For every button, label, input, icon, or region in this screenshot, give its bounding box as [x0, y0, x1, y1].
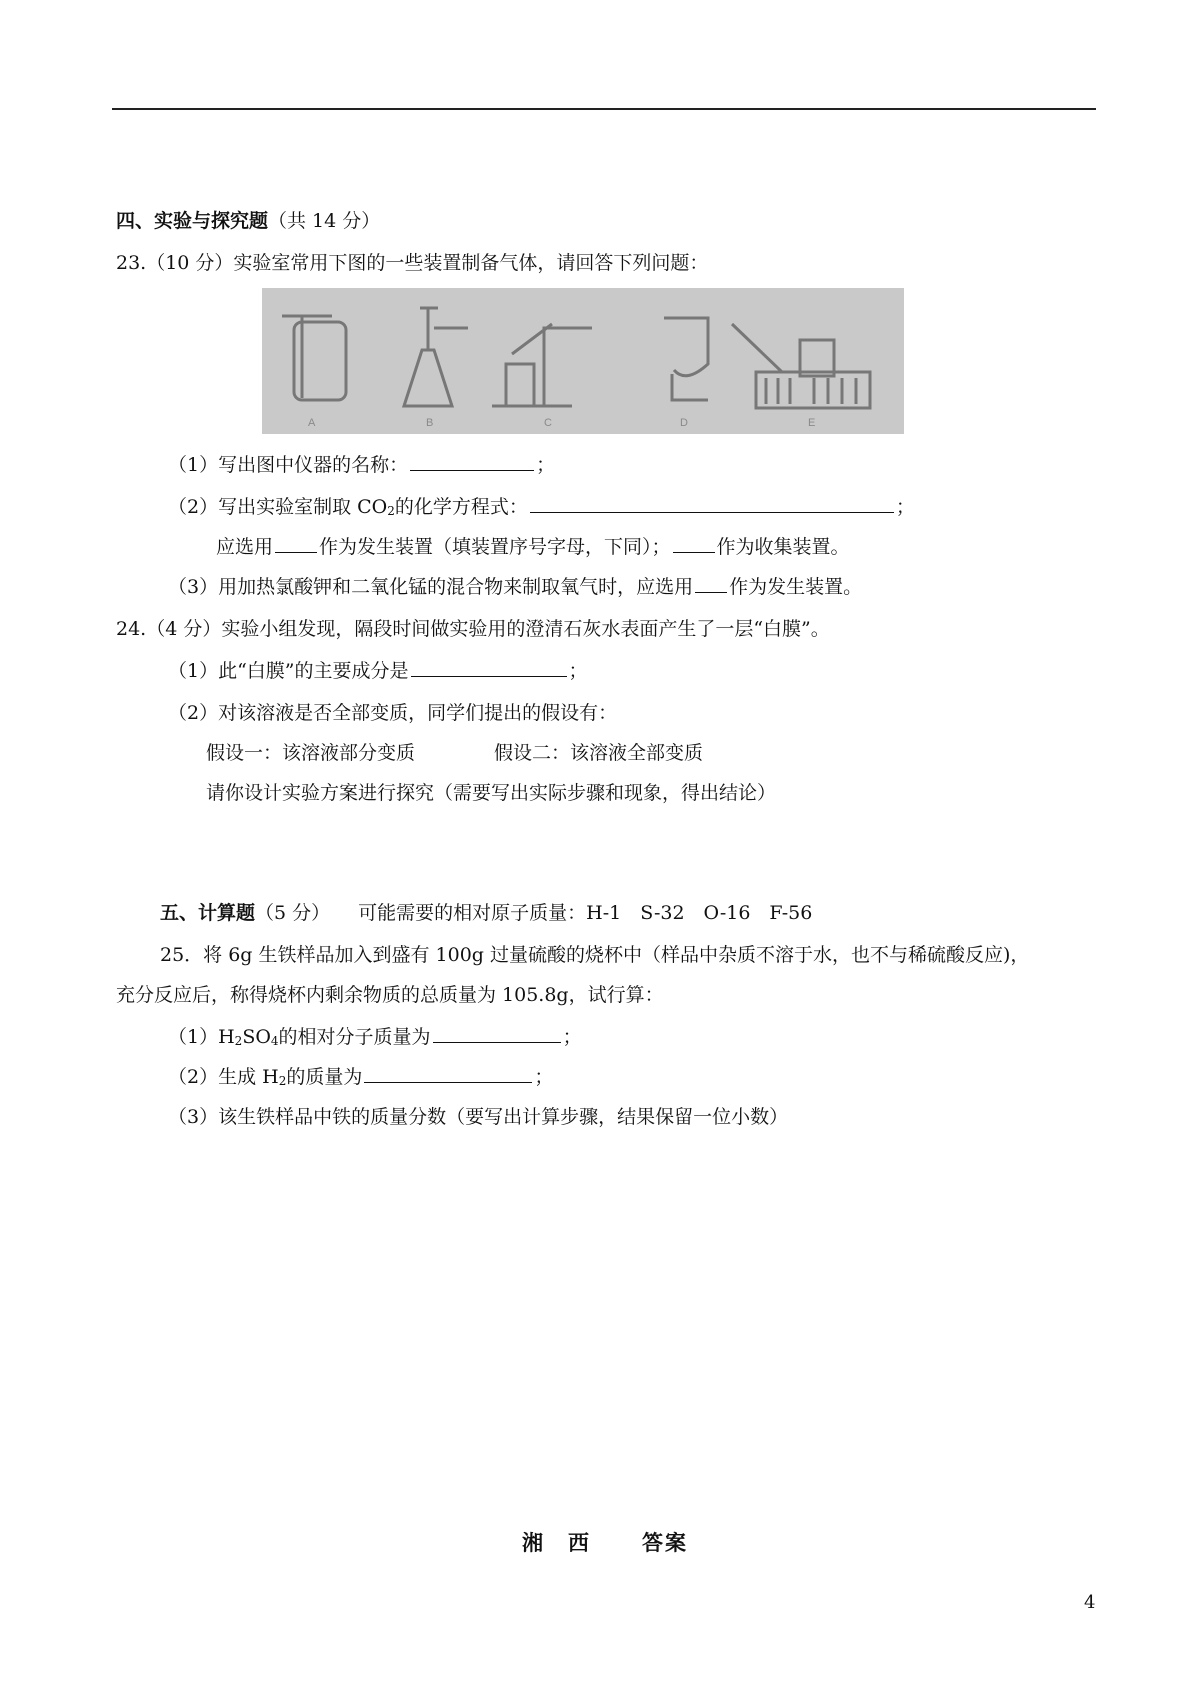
q23-part2	[168, 494, 915, 520]
q23-part2-equation-blank[interactable]	[530, 494, 894, 513]
header-rule	[112, 108, 1096, 110]
q24-part1-blank[interactable]	[411, 658, 567, 677]
q23-part3-text: （3）用加热氯酸钾和二氧化锰的混合物来制取氧气时，应选用	[168, 576, 694, 598]
q24-part2: （2）对该溶液是否全部变质，同学们提出的假设有：	[168, 702, 618, 724]
q24-hypothesis-2: 假设二：该溶液全部变质	[494, 742, 704, 764]
q25-part1-a: （1）H	[168, 1026, 235, 1048]
q23-part1-text: （1）写出图中仪器的名称：	[168, 454, 409, 476]
q25-part3: （3）该生铁样品中铁的质量分数（要写出计算步骤，结果保留一位小数）	[168, 1106, 789, 1128]
q23-part3-end: 作为发生装置。	[729, 576, 863, 598]
q23-part3	[168, 574, 862, 600]
footer-title-region: 湘 西	[522, 1530, 591, 1555]
q24-part1	[168, 658, 588, 684]
q25-part1	[168, 1024, 582, 1050]
q24-part1-end: ；	[568, 660, 588, 682]
section-4-title: 四、实验与探究题	[116, 210, 269, 232]
q23-stem: 23.（10 分）实验室常用下图的一些装置制备气体，请回答下列问题：	[116, 252, 709, 274]
q25-part1-c: 的相对分子质量为	[278, 1026, 431, 1048]
q25-part1-blank[interactable]	[433, 1024, 561, 1043]
q25-part2-a: （2）生成 H	[168, 1066, 279, 1088]
q23-part1	[168, 452, 555, 478]
section-4-heading	[116, 208, 380, 234]
section-5-atomic-masses: 可能需要的相对原子质量：H-1 S-32 O-16 F-56	[358, 902, 813, 924]
q23-part2-end: ；	[895, 496, 915, 518]
q24-hypothesis-1: 假设一：该溶液部分变质	[206, 742, 416, 764]
q25-part2-blank[interactable]	[364, 1064, 532, 1083]
q25-part1-end: ；	[562, 1026, 582, 1048]
q24-part1-text: （1）此“白膜”的主要成分是	[168, 660, 409, 682]
q23-part2-line2-a: 应选用	[216, 536, 274, 558]
q23-part3-blank[interactable]	[695, 574, 727, 593]
figure-label-d: D	[680, 417, 688, 429]
section-5-title: 五、计算题	[160, 902, 256, 924]
figure-label-a: A	[308, 417, 316, 429]
q23-generation-device-blank[interactable]	[275, 534, 317, 553]
page-number: 4	[1084, 1592, 1096, 1613]
figure-label-e: E	[808, 417, 816, 429]
q25-part2-end: ；	[534, 1066, 554, 1088]
q25-part1-sub2: 4	[270, 1034, 279, 1048]
q25-part2	[168, 1064, 553, 1090]
section-5-heading	[160, 900, 812, 926]
footer-title-answer: 答案	[642, 1530, 688, 1555]
q25-part2-b: 的质量为	[286, 1066, 363, 1088]
section-5-score: （5 分）	[255, 902, 331, 924]
q25-part1-b: SO	[242, 1026, 271, 1048]
figure-label-b: B	[426, 417, 434, 429]
q25-part1-sub1: 2	[234, 1034, 243, 1048]
section-4-score: （共 14 分）	[268, 210, 381, 232]
q25-part2-sub: 2	[278, 1074, 287, 1088]
apparatus-figure	[262, 288, 904, 434]
q24-stem: 24.（4 分）实验小组发现，隔段时间做实验用的澄清石灰水表面产生了一层“白膜”。	[116, 618, 830, 640]
q23-part2-text-b: 的化学方程式：	[394, 496, 528, 518]
q23-part1-end: ；	[536, 454, 556, 476]
figure-label-c: C	[544, 417, 552, 429]
apparatus-drawing	[262, 288, 904, 434]
q23-part2-line2-c: 作为收集装置。	[716, 536, 850, 558]
q24-design-prompt: 请你设计实验方案进行探究（需要写出实际步骤和现象，得出结论）	[206, 782, 777, 804]
q25-stem-line2: 充分反应后，称得烧杯内剩余物质的总质量为 105.8g，试行算：	[116, 984, 664, 1006]
q23-part2-subscript: 2	[387, 504, 395, 518]
q23-part2-line2	[216, 534, 850, 560]
q23-part2-line2-b: 作为发生装置（填装置序号字母，下同）；	[319, 536, 671, 558]
q23-collection-device-blank[interactable]	[673, 534, 715, 553]
q23-part2-text-a: （2）写出实验室制取 CO	[168, 496, 388, 518]
q25-stem-line1: 25．将 6g 生铁样品加入到盛有 100g 过量硫酸的烧杯中（样品中杂质不溶于水，也不与稀硫酸反应)，	[160, 944, 1030, 966]
q23-part1-blank[interactable]	[410, 452, 534, 471]
